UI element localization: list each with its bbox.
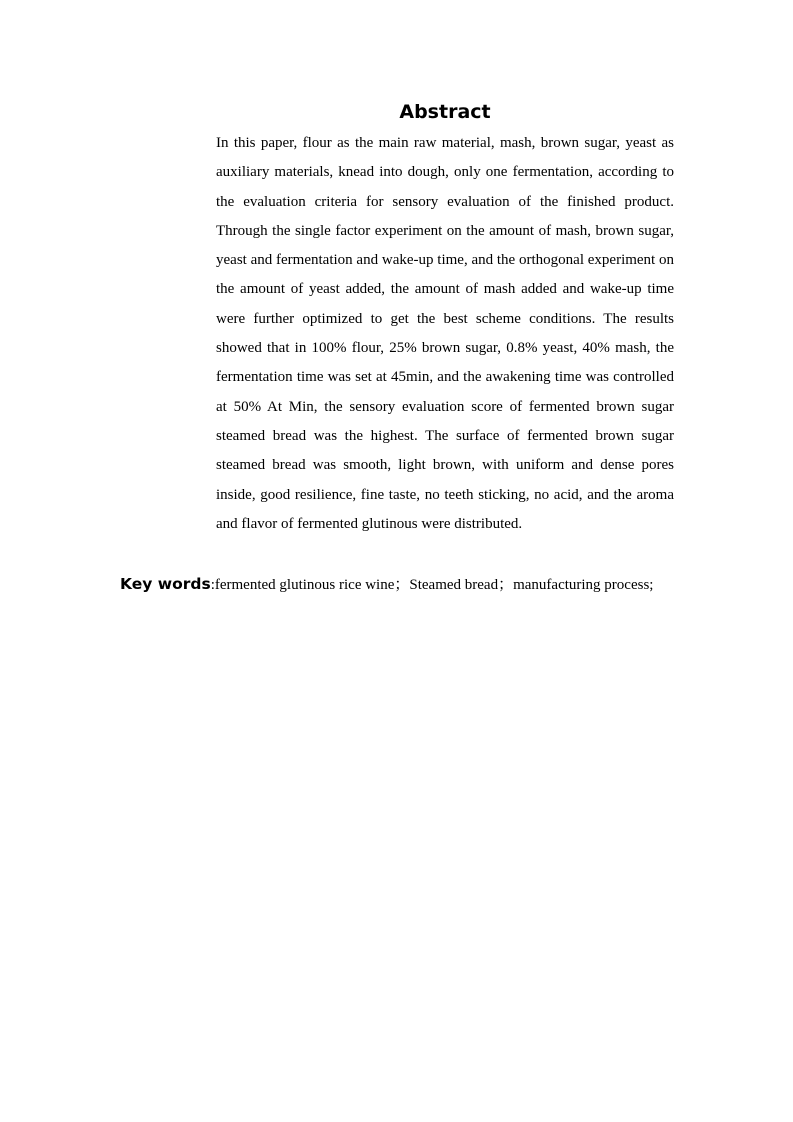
keywords-label: Key words	[120, 575, 211, 593]
abstract-heading: Abstract	[399, 101, 491, 123]
keywords-line	[120, 570, 680, 600]
abstract-paragraph: In this paper, flour as the main raw material, mash, brown sugar, yeast as auxiliary materials, knead into dough, only one fermentation, according to the evaluation criteria for sensory evaluation of the finished product. Through the single factor experiment on the amount of mash, brown sugar, yeast and fermentation and wake-up time, and the orthogonal experiment on the amount of yeast added, the amount of mash added and wake-up time were further optimized to get the best scheme conditions. The results showed that in 100% flour, 25% brown sugar, 0.8% yeast, 40% mash, the fermentation time was set at 45min, and the awakening time was controlled at 50% At Min, the sensory evaluation score of fermented brown sugar steamed bread was the highest. The surface of fermented brown sugar steamed bread was smooth, light brown, with uniform and dense pores inside, good resilience, fine taste, no teeth sticking, no acid, and the aroma and flavor of fermented glutinous were distributed.	[216, 135, 674, 532]
keywords-list: :fermented glutinous rice wine；Steamed bread；manufacturing process;	[210, 577, 654, 593]
